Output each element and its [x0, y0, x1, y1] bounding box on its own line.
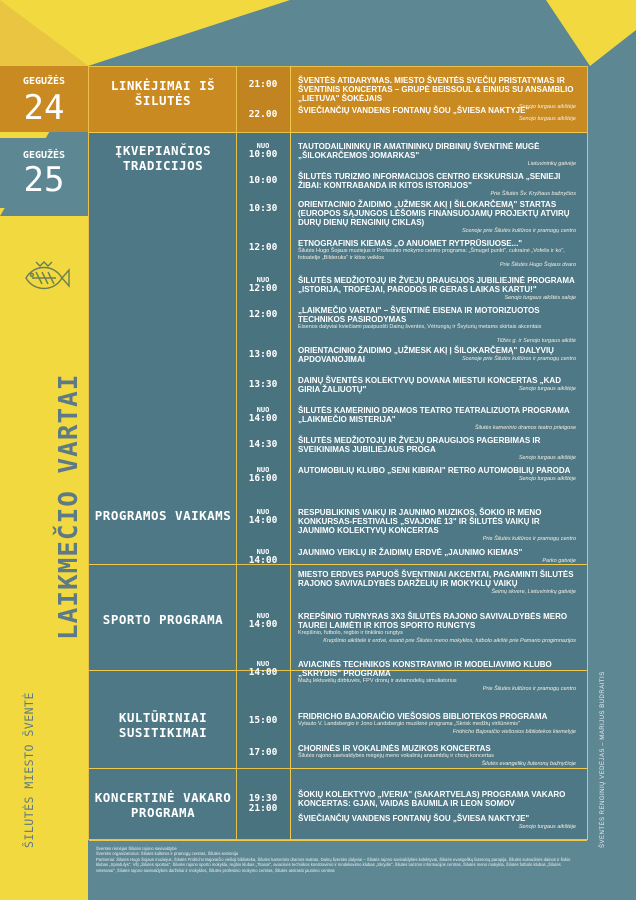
host-credit: ŠVENTĖS RENGINIŲ VEDĖJAS – MARIJUS BUDRAITIS: [600, 671, 606, 848]
event-title: „LAIKMEČIO VARTAI" – ŠVENTINĖ EISENA IR MOTORIZUOTOS TECHNIKOS PASIRODYMAS: [298, 306, 540, 324]
event-title: ŠILUTĖS MEDŽIOTOJŲ IR ŽVEJŲ DRAUGIJOS PAGERBIMAS IR SVEIKINIMAS JUBILIEJAUS PROGA: [298, 436, 541, 454]
event-time-value: 17:00: [248, 747, 278, 758]
event-time-value: 10:00: [248, 175, 278, 186]
event-location: Šeimų skvere, Lietuvininkų gatvėje: [491, 589, 576, 595]
event-title: ŠOKIŲ KOLEKTYVO „IVERIA" (SAKARTVELAS) PROGRAMA VAKARO KONCERTAS: GJAN, VAIDAS BAUMILA IR LEON SOMOV: [298, 790, 566, 808]
event-time-value: 12:00: [248, 242, 278, 253]
event-time-value: 22.00: [248, 109, 278, 120]
event-description: Šilutės rajono savivaldybės mėgėjų meno vokalinių ansamblių ir chorų koncertas: [298, 753, 494, 759]
event-title: AUTOMOBILIŲ KLUBO „SENI KIBIRAI" RETRO AUTOMOBILIŲ PARODA: [298, 466, 571, 475]
event-title: CHORINĖS IR VOKALINĖS MUZIKOS KONCERTAS: [298, 744, 491, 753]
event-time-value: 19:30: [248, 793, 278, 804]
event-location: Senojo turgaus aikštėje: [518, 104, 576, 110]
event-title: MIESTO ERDVES PAPUOŠ ŠVENTINIAI AKCENTAI, PAGAMINTI ŠILUTĖS RAJONO SAVIVALDYBĖS DARŽELIŲ IR MOKYKLŲ VAIKŲ: [298, 570, 574, 588]
date-month: GEGUŽĖS: [22, 150, 66, 161]
event-from-label: NUO: [256, 142, 270, 150]
event-title: FRIDRICHO BAJORAIČIO VIEŠOSIOS BIBLIOTEKOS PROGRAMA: [298, 712, 548, 721]
event-time: [236, 310, 290, 320]
event-time-value: 21:00: [248, 803, 278, 814]
event-time: [236, 243, 290, 253]
event-time: [236, 548, 290, 566]
section-title: PROGRAMOS VAIKAMS: [94, 508, 232, 523]
event-title: ŠILUTĖS KAMERINIO DRAMOS TEATRO TEATRALIZUOTA PROGRAMA „LAIKMEČIO MISTERIJA": [298, 406, 570, 424]
event-title: AVIACINĖS TECHNIKOS KONSTRAVIMO IR MODELIAVIMO KLUBO „SKRYDIS" PROGRAMA: [298, 660, 552, 678]
divider: [290, 66, 291, 840]
event-title: ORIENTACINIO ŽAIDIMO „UŽMESK AKĮ Į ŠILOKARČEMĄ" DALYVIŲ APDOVANOJIMAI: [298, 346, 554, 364]
date-month: GEGUŽĖS: [22, 76, 66, 87]
footer-line: Partneriai: Šilutės Hugo Šojaus muziejus, Šilutės Fridricho Bajoraičio viešoji biblioteka, Šilutės kamerinis dramos teatras, Dainų šventės dalyviai – Šilutės rajono savivaldybės kolektyvai, Šilutės evangelikų liuteronų parapija, Šilutės sutvadinės dainos ir šokio klubas „Spindulys", VšĮ „Šilutės sportas", Šilutės rajono sporto mokykla, regbio klubas „Titanai", aviacinės technikos konstravimo ir modeliavimo klubas „Skrydis", Šilutės turizmo informacijos centras, Šilutės meno mokykla, Šilutės futbolo klubas „Šilutės veteranai", Šilutės rajono savivaldybės darželiai ir mokyklos, Šilutės profesinio mokymo centras, Šilutės atvirasis jaunimo centras: [96, 856, 571, 873]
event-location: Senojo turgaus aikštėje: [518, 476, 576, 482]
date-day: 25: [23, 160, 65, 200]
event-time-value: 12:00: [248, 283, 278, 294]
event-time-value: 14:00: [248, 555, 278, 566]
event-title: ŠILUTĖS MEDŽIOTOJŲ IR ŽVEJŲ DRAUGIJOS JUBILIEJINĖ PROGRAMA „ISTORIJA, TROFĖJAI, PARODOS IR GERAS LAIKAS KARTU!": [298, 276, 575, 294]
event-description: Eisenos dalyviai kviečiami pasipuošti Dainų šventės, Vėtrungių ir Švyturių metams skirtais akcentais: [298, 324, 542, 330]
event-time-value: 10:30: [248, 203, 278, 214]
event-time-value: 21:00: [248, 79, 278, 90]
event-title: KREPŠINIO TURNYRAS 3X3 ŠILUTĖS RAJONO SAVIVALDYBĖS MERO TAUREI LAIMĖTI IR KITOS SPORTO RUNGTYS: [298, 612, 568, 630]
event-time: [236, 380, 290, 390]
event-time-value: 10:00: [248, 149, 278, 160]
event-title: ETNOGRAFINIS KIEMAS „O ANUOMET RYTPRŪSIUOSE...": [298, 239, 523, 248]
event-location: Prie Šilutės kultūros ir pramogų centro: [482, 536, 576, 542]
footer: [96, 846, 576, 873]
event-time-value: 14:30: [248, 439, 278, 450]
sidebar-title: LAIKMEČIO VARTAI: [54, 373, 84, 640]
event-time: [236, 508, 290, 526]
event-title: RESPUBLIKINIS VAIKŲ IR JAUNIMO MUZIKOS, ŠOKIO IR MENO KONKURSAS-FESTIVALIS „SVAJONĖ 13" IR ŠILUTĖS VAIKŲ IR JAUNIMO KOLEKTYVŲ KONCERTAS: [298, 508, 542, 535]
event-from-label: NUO: [256, 466, 270, 474]
event-location: Senojo turgaus aikštėje: [518, 455, 576, 461]
event-location: Senojo turgaus aikštėje: [518, 116, 576, 122]
event-time: [236, 80, 290, 90]
footer-line: Šventės rėmėjas Šilutės rajono savivaldybė: [96, 846, 177, 851]
event-time: [236, 660, 290, 678]
event-title: ŠVENTĖS ATIDARYMAS. MIESTO ŠVENTĖS SVEČIŲ PRISTATYMAS IR ŠVENTINIS KONCERTAS – GRUPĖ BEISSOUL & EINIUS SU ANSAMBLIO „LIETUVA" ŠOKĖJAIS: [298, 76, 574, 103]
event-time-value: 12:00: [248, 309, 278, 320]
event-time: [236, 748, 290, 758]
event-from-label: NUO: [256, 406, 270, 414]
fish-icon: [22, 258, 70, 298]
event-title: ŠILUTĖS TURIZMO INFORMACIJOS CENTRO EKSKURSIJA „SENIEJI ŽIBAI: KONTRABANDA IR KITOS ISTORIJOS": [298, 172, 561, 190]
event-time: [236, 350, 290, 360]
event-location: Prie Šilutės Šv. Kryžiaus bažnyčios: [490, 191, 576, 197]
event-time: [236, 406, 290, 424]
event-location: Šilutės evangelikų liuteronų bažnyčioje: [481, 761, 576, 767]
event-time-value: 14:00: [248, 515, 278, 526]
section-title: KONCERTINĖ VAKARO PROGRAMA: [94, 790, 232, 820]
event-location: Parko gatvėje: [542, 558, 576, 564]
event-time: [236, 466, 290, 484]
event-location: Senojo turgaus aikštėje: [518, 824, 576, 830]
event-location: Prie Šilutės kultūros ir pramogų centro: [482, 686, 576, 692]
section-title: SPORTO PROGRAMA: [102, 612, 224, 627]
event-time: [236, 716, 290, 726]
event-from-label: NUO: [256, 660, 270, 668]
event-time-value: 14:00: [248, 413, 278, 424]
event-location: Prie Šilutės Hugo Šojaus dvaro: [499, 262, 576, 268]
event-time: [236, 142, 290, 160]
event-location: Fridricho Bajoraičio viešosios bibliotekos kiemelyje: [452, 729, 576, 735]
event-time: [236, 176, 290, 186]
event-location: Tilžės g. ir Senojo turgaus aikštė: [496, 338, 576, 344]
event-from-label: NUO: [256, 612, 270, 620]
event-time-value: 15:00: [248, 715, 278, 726]
event-time: [236, 204, 290, 214]
section-title: LINKĖJIMAI IŠ ŠILUTĖS: [110, 78, 216, 108]
date-day: 24: [23, 88, 65, 128]
date-box-25: [0, 138, 88, 208]
event-title: ŠVIEČIANČIŲ VANDENS FONTANŲ ŠOU „ŠVIESA NAKTYJE": [298, 106, 530, 115]
event-description: Šilutės Hugo Šojaus muziejus ir Profesinio mokymo centro programa: „Šmugel punkt", cukrainė „Vofelis ir ko", fotoatelje „Bilderuks" ir kitos veiklos: [298, 248, 565, 261]
event-time: [236, 440, 290, 450]
event-from-label: NUO: [256, 508, 270, 516]
footer-line: Šventės organizatorius: Šilutės kultūros ir pramogų centras, Šilutės seniūnija: [96, 851, 238, 857]
event-time: [236, 110, 290, 120]
event-title: JAUNIMO VEIKLŲ IR ŽAIDIMŲ ERDVĖ „JAUNIMO KIEMAS": [298, 548, 523, 557]
event-time-value: 14:00: [248, 619, 278, 630]
event-time-value: 13:00: [248, 349, 278, 360]
event-location: Senojo turgaus aikštėje: [518, 386, 576, 392]
event-title: DAINŲ ŠVENTĖS KOLEKTYVŲ DOVANA MIESTUI KONCERTAS „KAD GIRIA ŽALIUOTŲ": [298, 376, 561, 394]
section-title: KULTŪRINIAI SUSITIKIMAI: [118, 710, 208, 740]
event-from-label: NUO: [256, 548, 270, 556]
event-location: Scenoje prie Šilutės kultūros ir pramogų centro: [461, 228, 576, 234]
event-time: [236, 276, 290, 294]
event-time-value: 14:00: [248, 667, 278, 678]
event-time: [236, 612, 290, 630]
event-location: Lietuvininkų gatvėje: [527, 161, 576, 167]
event-location: Šilutės kamerinio dramos teatro prieigose: [474, 425, 576, 431]
event-from-label: NUO: [256, 276, 270, 284]
event-title: TAUTODAILININKŲ IR AMATININKŲ DIRBINIŲ ŠVENTINĖ MUGĖ „ŠILOKARČEMOS JOMARKAS": [298, 142, 540, 160]
event-description: Krepšinio, futbolo, regbio ir tinklinio rungtys: [298, 630, 403, 636]
section-title: ĮKVEPIANČIOS TRADICIJOS: [114, 143, 212, 173]
event-description: Mažų lėktuvėlių dirbtuvės, FPV dronų ir aviamodelių simuliatorius: [298, 678, 457, 684]
event-location: Scenoje prie Šilutės kultūros ir pramogų centro: [461, 356, 576, 362]
date-box-24: [0, 66, 88, 132]
event-location: Senojo turgaus aikštės saloje: [504, 295, 576, 301]
event-description: Vytauto V. Landsbergio ir Jono Landsbergio muzikinė programa „Skrisk medžių viršūnėmis": [298, 721, 520, 727]
event-location: Krepšinio aikštelė ir erdvė, esanti prie Šilutės meno mokyklos, futbolo aikštė prie Pamario progimnazijos: [323, 638, 576, 644]
event-title: ŠVIEČIANČIŲ VANDENS FONTANŲ ŠOU „ŠVIESA NAKTYJE": [298, 814, 530, 823]
event-title: ORIENTACINIO ŽAIDIMO „UŽMESK AKĮ Į ŠILOKARČEMĄ" STARTAS (EUROPOS SĄJUNGOS LĖŠOMIS FINANSUOJAMŲ PROJEKTŲ ATVIRŲ DURŲ DIENŲ RENGINIŲ CIKLAS): [298, 200, 570, 227]
sidebar-subtitle: ŠILUTĖS MIESTO ŠVENTĖ: [22, 692, 36, 848]
event-time: [236, 794, 290, 814]
event-time-value: 16:00: [248, 473, 278, 484]
event-time-value: 13:30: [248, 379, 278, 390]
